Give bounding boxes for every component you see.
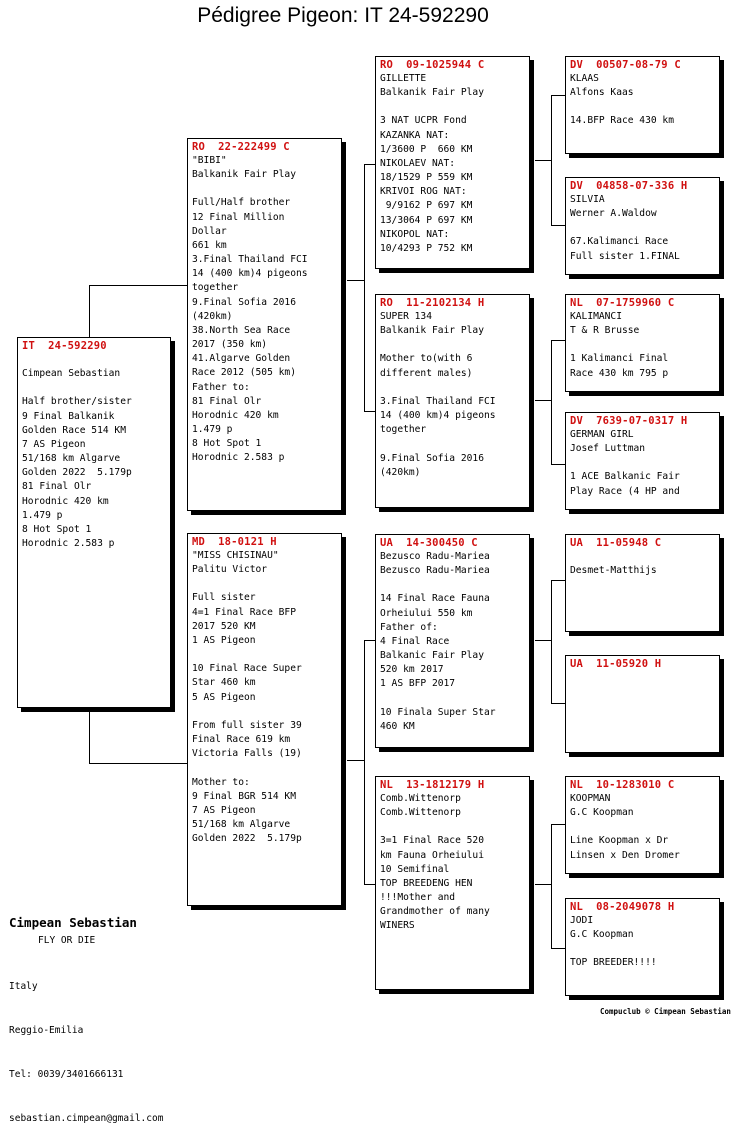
detail-line: Full/Half brother xyxy=(192,197,291,209)
connector-line xyxy=(551,464,565,465)
detail-line: Full sister 1.FINAL xyxy=(570,250,680,262)
detail-line xyxy=(570,221,715,235)
detail-line xyxy=(380,100,525,114)
detail-line: !!!Mother and xyxy=(380,892,456,904)
detail-line: 9.Final Sofia 2016 xyxy=(192,296,296,308)
detail-line: Balkanik Fair Play xyxy=(380,325,484,337)
detail-line: 51/168 km Algarve xyxy=(192,818,291,830)
detail-line: Race 430 km 795 p xyxy=(570,367,669,379)
pigeon-details xyxy=(570,193,715,264)
detail-line: 2017 (350 km) xyxy=(192,339,268,351)
pigeon-card-sire-dam[interactable] xyxy=(375,294,530,508)
detail-line xyxy=(192,761,337,775)
detail-line: Mother to(with 6 xyxy=(380,353,473,365)
detail-line: Golden 2022 5.179p xyxy=(22,467,132,479)
connector-line xyxy=(347,760,365,761)
detail-line: Father of: xyxy=(380,621,438,633)
ring-number: DV 04858-07-336 H xyxy=(570,180,688,192)
detail-line: Golden Race 514 KM xyxy=(22,424,126,436)
detail-line: 3 NAT UCPR Fond xyxy=(380,115,467,127)
connector-line xyxy=(551,703,565,704)
pigeon-details xyxy=(22,353,166,551)
pigeon-card-dam[interactable] xyxy=(187,533,342,906)
pigeon-card-ssd[interactable] xyxy=(565,177,720,275)
connector-line xyxy=(551,580,552,703)
owner-name: Cimpean Sebastian xyxy=(9,915,137,930)
detail-line: Palitu Victor xyxy=(192,564,268,576)
ring-number: NL 10-1283010 C xyxy=(570,779,675,791)
detail-line: 7 AS Pigeon xyxy=(22,438,86,450)
detail-line: GILLETTE xyxy=(380,73,427,84)
detail-line: Half brother/sister xyxy=(22,396,132,408)
pigeon-details xyxy=(380,310,525,480)
connector-line xyxy=(551,824,552,948)
detail-line: 51/168 km Algarve xyxy=(22,453,121,465)
detail-line: Horodnic 2.583 p xyxy=(22,538,115,550)
detail-line: 8 Hot Spot 1 xyxy=(192,438,262,450)
detail-line: WINERS xyxy=(380,920,415,932)
detail-line: Final Race 619 km xyxy=(192,734,291,746)
detail-line: Horodnic 420 km xyxy=(192,409,279,421)
ring-number: UA 11-05920 H xyxy=(570,658,662,670)
detail-line: (420km) xyxy=(380,466,421,478)
ring-number: NL 08-2049078 H xyxy=(570,901,675,913)
detail-line: Horodnic 420 km xyxy=(22,495,109,507)
pigeon-card-sdd[interactable] xyxy=(565,412,720,510)
detail-line: together xyxy=(380,424,427,436)
pigeon-details xyxy=(570,428,715,499)
detail-line: 520 km 2017 xyxy=(380,664,444,676)
detail-line: Werner A.Waldow xyxy=(570,208,657,220)
connector-line xyxy=(551,948,565,949)
connector-line xyxy=(535,160,552,161)
pigeon-details xyxy=(192,154,337,465)
detail-line: 1 ACE Balkanic Fair xyxy=(570,471,680,483)
detail-line xyxy=(380,578,525,592)
detail-line: Horodnic 2.583 p xyxy=(192,452,285,464)
detail-line xyxy=(380,820,525,834)
detail-line: KOOPMAN xyxy=(570,793,611,804)
detail-line: 5 AS Pigeon xyxy=(192,691,256,703)
owner-phone[interactable]: Tel: 0039/3401666131 xyxy=(9,1068,124,1080)
detail-line: Race 2012 (505 km) xyxy=(192,367,296,379)
ring-number: MD 18-0121 H xyxy=(192,536,277,548)
detail-line: 9.Final Sofia 2016 xyxy=(380,452,484,464)
connector-line xyxy=(535,400,552,401)
detail-line: Comb.Wittenorp xyxy=(380,793,461,804)
connector-line xyxy=(535,640,552,641)
detail-line xyxy=(570,942,715,956)
connector-line xyxy=(89,285,189,286)
owner-country: Italy xyxy=(9,981,38,993)
detail-line: 1 AS BFP 2017 xyxy=(380,678,456,690)
detail-line xyxy=(570,820,715,834)
detail-line: GERMAN GIRL xyxy=(570,429,634,440)
detail-line xyxy=(192,182,337,196)
detail-line: 661 km xyxy=(192,239,227,251)
detail-line: SUPER 134 xyxy=(380,311,432,322)
pigeon-details xyxy=(380,792,525,934)
detail-line xyxy=(570,550,715,564)
detail-line: 3.Final Thailand FCI xyxy=(192,254,308,266)
detail-line xyxy=(570,338,715,352)
ring-number: RO 22-222499 C xyxy=(192,141,290,153)
detail-line: 8 Hot Spot 1 xyxy=(22,523,92,535)
ring-number: UA 11-05948 C xyxy=(570,537,662,549)
detail-line: 4 Final Race xyxy=(380,635,450,647)
detail-line: Balkanik Fair Play xyxy=(192,169,296,181)
ring-number: UA 14-300450 C xyxy=(380,537,478,549)
pigeon-card-dsd[interactable] xyxy=(565,655,720,753)
detail-line: JODI xyxy=(570,915,594,926)
detail-line xyxy=(192,705,337,719)
ring-number: NL 13-1812179 H xyxy=(380,779,485,791)
detail-line: Full sister xyxy=(192,592,256,604)
detail-line: Father to: xyxy=(192,381,250,393)
detail-line: 1 AS Pigeon xyxy=(192,634,256,646)
owner-motto: FLY OR DIE xyxy=(38,935,96,946)
credit-text: Compuclub © Cimpean Sebastian xyxy=(600,1007,731,1016)
detail-line: (420km) xyxy=(192,310,233,322)
connector-line xyxy=(89,763,189,764)
pigeon-card-dds[interactable] xyxy=(565,776,720,874)
detail-line xyxy=(192,577,337,591)
detail-line: 9 Final BGR 514 KM xyxy=(192,790,296,802)
detail-line xyxy=(380,692,525,706)
detail-line: 7 AS Pigeon xyxy=(192,804,256,816)
connector-line xyxy=(551,340,552,464)
detail-line: KALIMANCI xyxy=(570,311,622,322)
detail-line: From full sister 39 xyxy=(192,719,302,731)
detail-line: Balkanik Fair Play xyxy=(380,87,484,99)
detail-line: 81 Final Olr xyxy=(192,395,262,407)
detail-line: Alfons Kaas xyxy=(570,87,634,99)
detail-line xyxy=(22,381,166,395)
detail-line xyxy=(570,456,715,470)
detail-line: Orheiului 550 km xyxy=(380,607,473,619)
detail-line: different males) xyxy=(380,367,473,379)
detail-line: Cimpean Sebastian xyxy=(22,368,121,380)
detail-line: Linsen x Den Dromer xyxy=(570,849,680,861)
owner-contact xyxy=(9,951,163,1141)
detail-line: "MISS CHISINAU" xyxy=(192,550,279,561)
detail-line: 1.479 p xyxy=(22,509,63,521)
detail-line: Play Race (4 HP and xyxy=(570,485,680,497)
connector-line xyxy=(364,164,365,412)
detail-line: Golden 2022 5.179p xyxy=(192,833,302,845)
detail-line: TOP BREEDENG HEN xyxy=(380,877,473,889)
detail-line xyxy=(570,100,715,114)
detail-line: 10 Semifinal xyxy=(380,863,450,875)
pigeon-details xyxy=(380,72,525,256)
connector-line xyxy=(551,824,565,825)
detail-line: G.C Koopman xyxy=(570,807,634,819)
pigeon-card-sds[interactable] xyxy=(565,294,720,392)
owner-city: Reggio-Emilia xyxy=(9,1024,84,1036)
pigeon-card-ddd[interactable] xyxy=(565,898,720,996)
detail-line: 1 Kalimanci Final xyxy=(570,353,669,365)
detail-line: Bezusco Radu-Mariea xyxy=(380,565,490,577)
detail-line: 81 Final Olr xyxy=(22,481,92,493)
ring-number: NL 07-1759960 C xyxy=(570,297,675,309)
detail-line: 14 Final Race Fauna xyxy=(380,593,490,605)
detail-line: 10 Final Race Super xyxy=(192,663,302,675)
detail-line: 9/9162 P 697 KM xyxy=(380,200,473,212)
detail-line xyxy=(192,648,337,662)
detail-line: Desmet-Matthijs xyxy=(570,565,657,577)
pigeon-card-sire[interactable] xyxy=(187,138,342,511)
pigeon-details xyxy=(570,914,715,971)
pigeon-card-sss[interactable] xyxy=(565,56,720,154)
detail-line: 460 KM xyxy=(380,720,415,732)
connector-line xyxy=(347,280,365,281)
detail-line: KAZANKA NAT: xyxy=(380,129,450,141)
detail-line: Grandmother of many xyxy=(380,906,490,918)
pigeon-details xyxy=(570,310,715,381)
detail-line: 67.Kalimanci Race xyxy=(570,236,669,248)
detail-line: 9 Final Balkanik xyxy=(22,410,115,422)
pigeon-card-dam-dam[interactable] xyxy=(375,776,530,990)
connector-line xyxy=(551,95,565,96)
detail-line: 1.479 p xyxy=(192,423,233,435)
detail-line: Bezusco Radu-Mariea xyxy=(380,551,490,562)
detail-line xyxy=(380,437,525,451)
detail-line: 2017 520 KM xyxy=(192,620,256,632)
connector-line xyxy=(89,285,90,339)
detail-line: Dollar xyxy=(192,225,227,237)
pigeon-card-dss[interactable] xyxy=(565,534,720,632)
connector-line xyxy=(364,640,365,885)
detail-line: Star 460 km xyxy=(192,677,256,689)
detail-line: 10 Finala Super Star xyxy=(380,706,496,718)
detail-line: KLAAS xyxy=(570,73,599,84)
detail-line: 3=1 Final Race 520 xyxy=(380,835,484,847)
detail-line: km Fauna Orheiului xyxy=(380,849,484,861)
detail-line: Comb.Wittenorp xyxy=(380,807,461,819)
detail-line: 14 (400 km)4 pigeons xyxy=(380,410,496,422)
detail-line xyxy=(380,338,525,352)
detail-line: 13/3064 P 697 KM xyxy=(380,214,473,226)
detail-line: T & R Brusse xyxy=(570,325,640,337)
ring-number: DV 00507-08-79 C xyxy=(570,59,681,71)
detail-line: 41.Algarve Golden xyxy=(192,353,291,365)
pigeon-card-subject[interactable] xyxy=(17,337,171,708)
pigeon-details xyxy=(570,72,715,129)
detail-line: 12 Final Million xyxy=(192,211,285,223)
ring-number: RO 11-2102134 H xyxy=(380,297,485,309)
connector-line xyxy=(535,884,552,885)
detail-line: Line Koopman x Dr xyxy=(570,835,669,847)
detail-line: 10/4293 P 752 KM xyxy=(380,242,473,254)
pigeon-details xyxy=(570,792,715,863)
detail-line: NIKOPOL NAT: xyxy=(380,228,450,240)
pigeon-details xyxy=(570,550,715,578)
detail-line xyxy=(380,381,525,395)
detail-line: Josef Luttman xyxy=(570,443,646,455)
detail-line: 18/1529 P 559 KM xyxy=(380,172,473,184)
detail-line: together xyxy=(192,282,239,294)
ring-number: RO 09-1025944 C xyxy=(380,59,485,71)
detail-line: KRIVOI ROG NAT: xyxy=(380,186,467,198)
connector-line xyxy=(551,225,565,226)
detail-line: 14.BFP Race 430 km xyxy=(570,115,674,127)
detail-line: Balkanic Fair Play xyxy=(380,650,484,662)
detail-line: TOP BREEDER!!!! xyxy=(570,957,657,969)
detail-line: 4=1 Final Race BFP xyxy=(192,606,296,618)
pigeon-details xyxy=(380,550,525,734)
detail-line xyxy=(22,353,166,367)
connector-line xyxy=(551,580,565,581)
pigeon-card-sire-sire[interactable] xyxy=(375,56,530,269)
detail-line: Mother to: xyxy=(192,776,250,788)
owner-email[interactable]: sebastian.cimpean@gmail.com xyxy=(9,1112,164,1124)
ring-number: DV 7639-07-0317 H xyxy=(570,415,688,427)
detail-line: 14 (400 km)4 pigeons xyxy=(192,268,308,280)
detail-line: Victoria Falls (19) xyxy=(192,748,302,760)
detail-line: G.C Koopman xyxy=(570,929,634,941)
detail-line: SILVIA xyxy=(570,194,605,205)
page-title: Pédigree Pigeon: IT 24-592290 xyxy=(197,4,489,27)
pigeon-details xyxy=(192,549,337,846)
detail-line: NIKOLAEV NAT: xyxy=(380,157,456,169)
detail-line: 3.Final Thailand FCI xyxy=(380,395,496,407)
ring-number: IT 24-592290 xyxy=(22,340,107,352)
connector-line xyxy=(551,340,565,341)
detail-line: "BIBI" xyxy=(192,155,227,166)
detail-line: 38.North Sea Race xyxy=(192,324,291,336)
pigeon-card-dam-sire[interactable] xyxy=(375,534,530,748)
connector-line xyxy=(89,708,90,764)
detail-line: 1/3600 P 660 KM xyxy=(380,143,473,155)
